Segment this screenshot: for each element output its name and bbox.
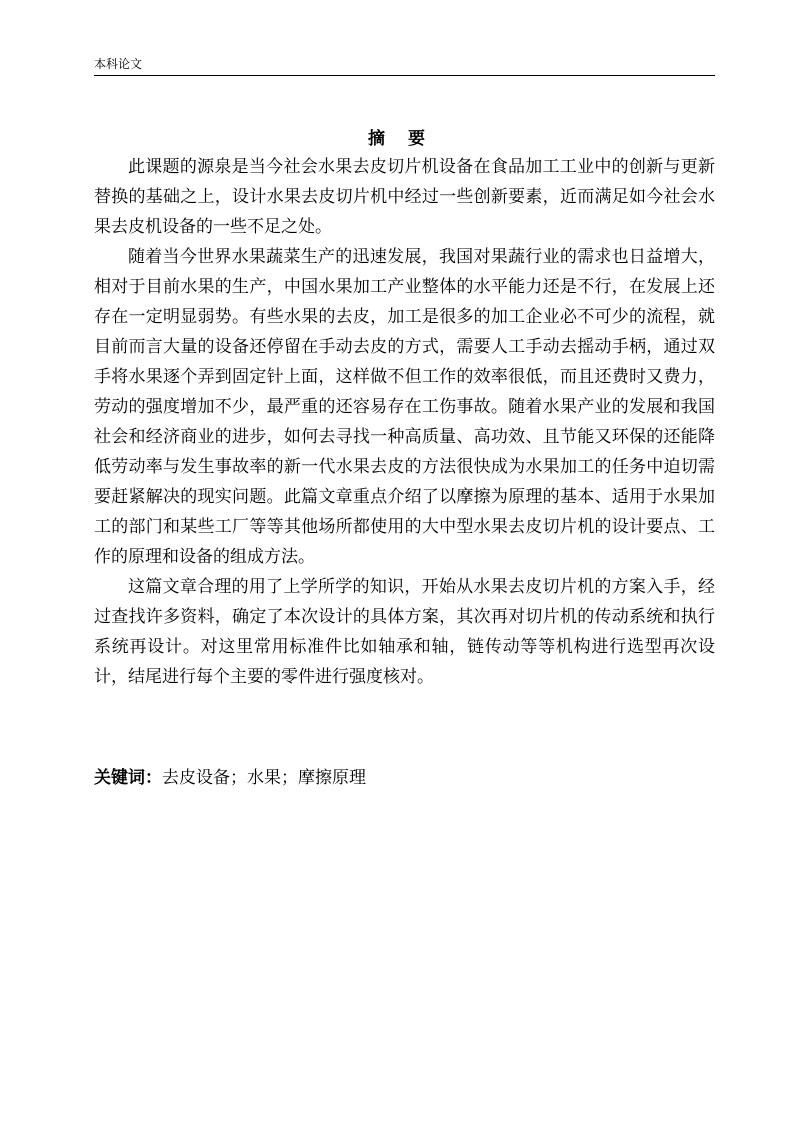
- abstract-body: [94, 152, 715, 692]
- abstract-title: 摘 要: [368, 129, 434, 149]
- abstract-paragraph-3: 这篇文章合理的用了上学所学的知识，开始从水果去皮切片机的方案入手，经过查找许多资料，确定了本次设计的具体方案，其次再对切片机的传动系统和执行系统再设计。对这里常用标准件比如轴承和轴，链传动等等机构进行选型再次设计，结尾进行每个主要的零件进行强度核对。: [94, 577, 715, 687]
- running-header: 本科论文: [94, 57, 143, 71]
- keywords-line: [94, 764, 715, 792]
- abstract-paragraph-2: 随着当今世界水果蔬菜生产的迅速发展，我国对果蔬行业的需求也日益增大，相对于目前水果的生产，中国水果加工产业整体的水平能力还是不行，在发展上还存在一定明显弱势。有些水果的去皮，加工是很多的加工企业必不可少的流程，就目前而言大量的设备还停留在手动去皮的方式，需要人工手动去摇动手柄，通过双手将水果逐个弄到固定针上面，这样做不但工作的效率很低，而且还费时又费力，劳动的强度增加不少，最严重的还容易存在工伤事故。随着水果产业的发展和我国社会和经济商业的进步，如何去寻找一种高质量、高功效、且节能又环保的还能降低劳动率与发生事故率的新一代水果去皮的方法很快成为水果加工的任务中迫切需要赶紧解决的现实问题。此篇文章重点介绍了以摩擦为原理的基本、适用于水果加工的部门和某些工厂等等其他场所都使用的大中型水果去皮切片机的设计要点、工作的原理和设备的组成方法。: [94, 247, 715, 567]
- keywords-label: 关键词：: [94, 768, 162, 788]
- header-divider: [94, 75, 715, 76]
- abstract-paragraph-1: 此课题的源泉是当今社会水果去皮切片机设备在食品加工工业中的创新与更新替换的基础之上，设计水果去皮切片机中经过一些创新要素，近而满足如今社会水果去皮机设备的一些不足之处。: [94, 157, 715, 237]
- keywords-value: 去皮设备；水果；摩擦原理: [162, 768, 366, 788]
